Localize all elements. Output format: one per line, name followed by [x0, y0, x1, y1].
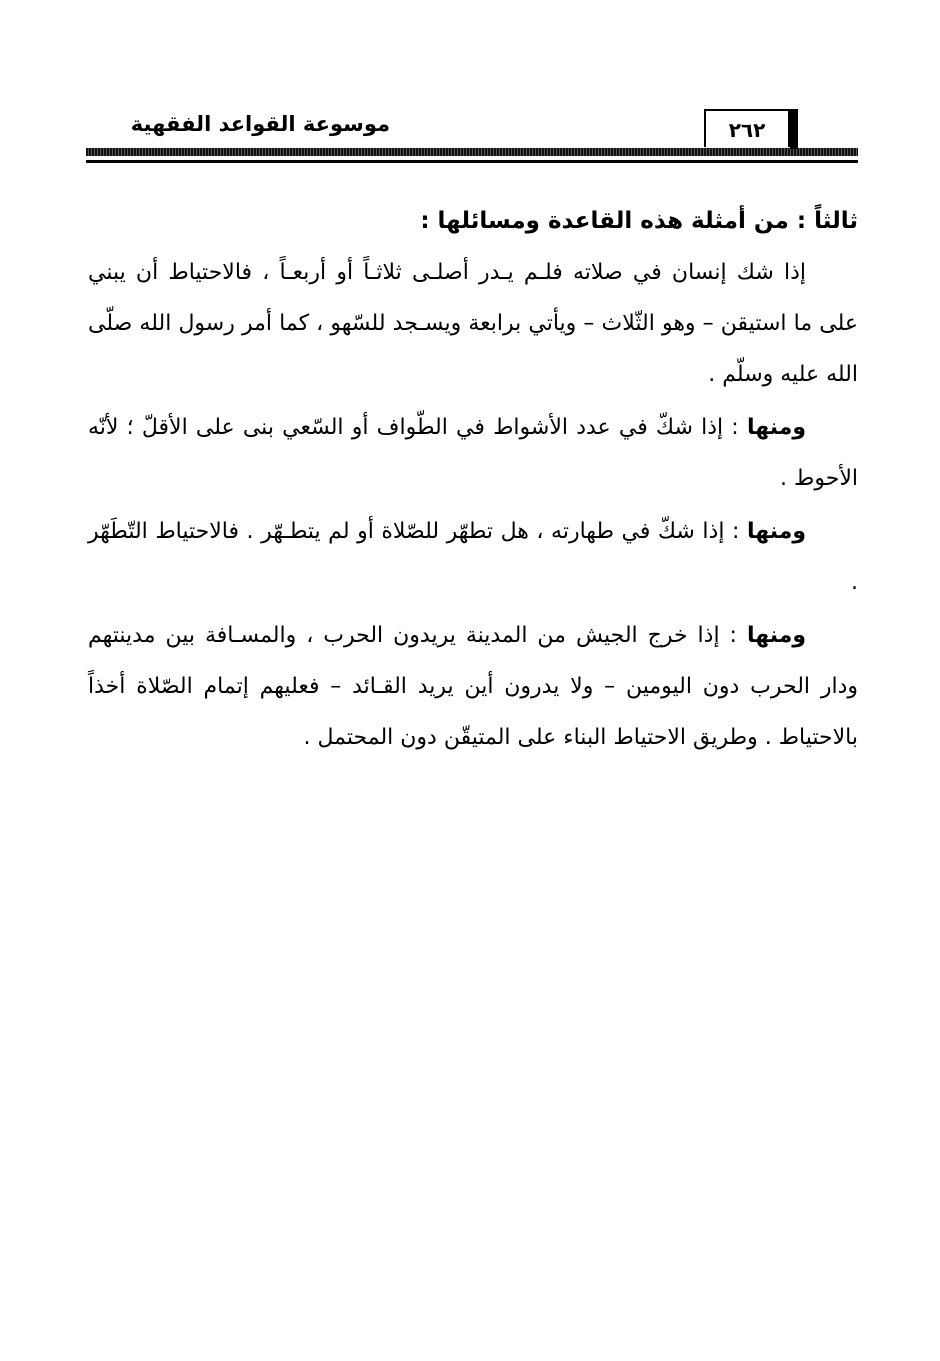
paragraph: [88, 247, 858, 400]
header-rule-thick: [86, 148, 858, 156]
page-number-box: [704, 109, 790, 147]
paragraph-text: : إذا شكّ في طهارته ، هل تطهّر للصّلاة أو لم يتطـهّر . فالاحتياط التّطَهّر .: [88, 519, 858, 595]
paragraph-lead: ومنها: [746, 415, 806, 440]
paragraph: [88, 402, 858, 504]
section-heading: ثالثاً : من أمثلة هذه القاعدة ومسائلها :: [420, 208, 858, 234]
paragraph: [88, 610, 858, 763]
paragraph-text: : إذا شكّ في عدد الأشواط في الطّواف أو السّعي بنى على الأقلّ ؛ لأنّه الأحوط .: [88, 415, 858, 491]
paragraph-lead: ومنها: [746, 519, 806, 544]
running-title: موسوعة القواعد الفقهية: [130, 112, 390, 136]
header-rule-thin: [86, 160, 858, 163]
paragraph: [88, 506, 858, 608]
page-number: ٢٦٢: [728, 118, 766, 142]
paragraph-text: إذا شك إنسان في صلاته فلـم يـدر أصلـى ثلاثـاً أو أربعـاً ، فالاحتياط أن يبني على ما استيقن – وهو الثّلاث – ويأتي برابعة ويسـجد للسّهو ، كما أمر رسول الله صلّى الله عليه وسلّم .: [88, 260, 858, 387]
paragraph-lead: ومنها: [746, 623, 806, 648]
paragraph-text: : إذا خرج الجيش من المدينة يريدون الحرب ، والمسـافة بين مدينتهم ودار الحرب دون اليومين – ولا يدرون أين يريد القـائد – فعليهم إتمام الصّلاة أخذاً بالاحتياط . وطريق الاحتياط البناء على المتيقّن دون المحتمل .: [88, 623, 858, 750]
page-body: [88, 196, 858, 763]
